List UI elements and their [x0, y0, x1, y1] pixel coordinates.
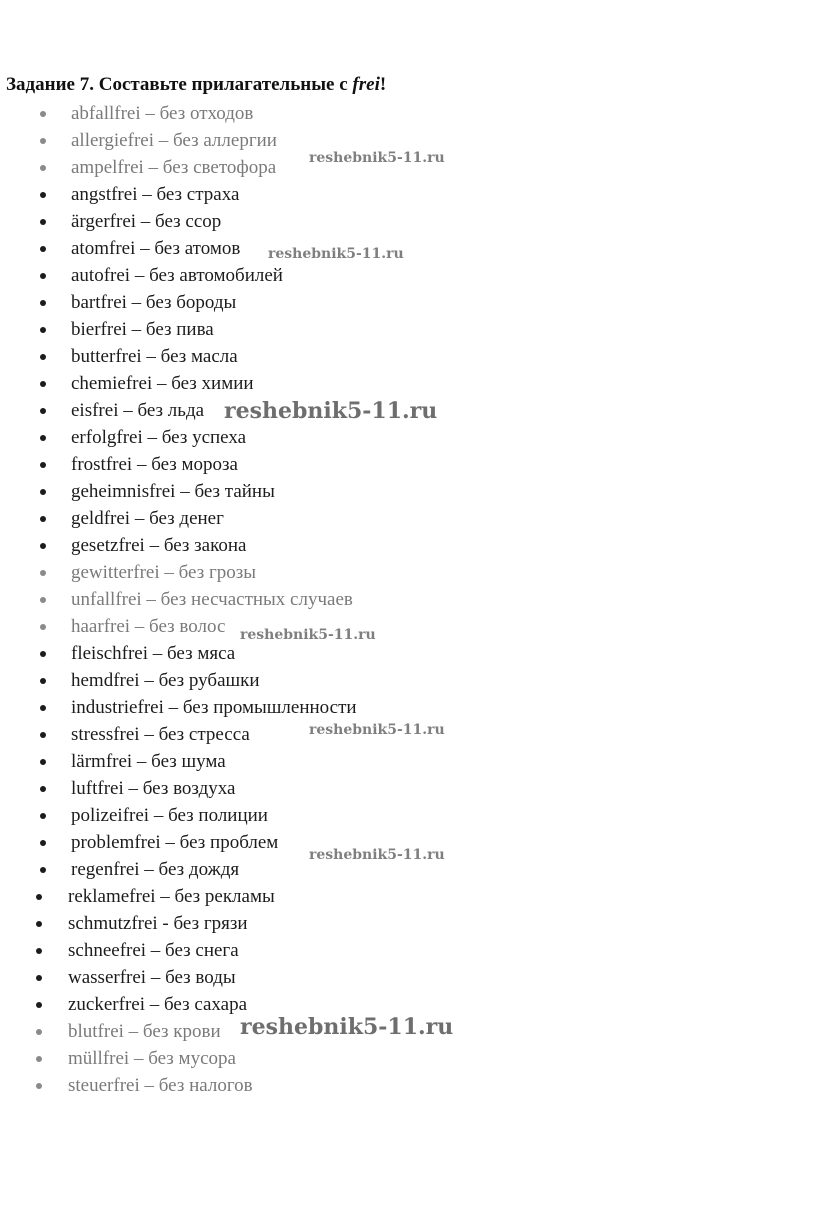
list-item-text: luftfrei – без воздуха — [71, 778, 236, 799]
watermark: reshebnik5-11.ru — [240, 1014, 454, 1040]
list-item-text: lärmfrei – без шума — [71, 751, 226, 772]
list-item-text: problemfrei – без проблем — [71, 832, 279, 853]
list-item-text: eisfrei – без льда — [71, 400, 205, 421]
bullet-icon — [40, 543, 46, 549]
watermark: reshebnik5-11.ru — [268, 246, 404, 262]
bullet-icon — [36, 1029, 42, 1035]
bullet-icon — [40, 111, 46, 117]
bullet-icon — [40, 840, 46, 846]
task-heading — [6, 74, 386, 96]
bullet-icon — [40, 354, 46, 360]
bullet-icon — [40, 705, 46, 711]
bullet-icon — [36, 1002, 42, 1008]
bullet-icon — [40, 273, 46, 279]
task-heading-prefix: Задание 7. Составьте прилагательные с — [6, 74, 353, 95]
list-item-text: butterfrei – без масла — [71, 346, 238, 367]
list-item-text: geldfrei – без денег — [71, 508, 224, 529]
list-item-text: bierfrei – без пива — [71, 319, 214, 340]
bullet-icon — [36, 948, 42, 954]
bullet-icon — [40, 165, 46, 171]
list-item-text: reklamefrei – без рекламы — [68, 886, 275, 907]
bullet-icon — [40, 624, 46, 630]
list-item-text: allergiefrei – без аллергии — [71, 130, 277, 151]
list-item-text: polizeifrei – без полиции — [71, 805, 268, 826]
list-item-text: müllfrei – без мусора — [68, 1048, 236, 1069]
bullet-icon — [40, 786, 46, 792]
bullet-icon — [36, 894, 42, 900]
list-item-text: wasserfrei – без воды — [68, 967, 236, 988]
bullet-icon — [40, 462, 46, 468]
bullet-icon — [36, 975, 42, 981]
bullet-icon — [40, 759, 46, 765]
watermark: reshebnik5-11.ru — [309, 847, 445, 863]
bullet-icon — [40, 219, 46, 225]
list-item-text: schmutzfrei - без грязи — [68, 913, 248, 934]
watermark: reshebnik5-11.ru — [309, 150, 445, 166]
bullet-icon — [40, 246, 46, 252]
bullet-icon — [36, 921, 42, 927]
bullet-icon — [40, 300, 46, 306]
bullet-icon — [36, 1083, 42, 1089]
list-item-text: haarfrei – без волос — [71, 616, 226, 637]
list-item-text: bartfrei – без бороды — [71, 292, 237, 313]
list-item-text: industriefrei – без промышленности — [71, 697, 357, 718]
list-item-text: gesetzfrei – без закона — [71, 535, 247, 556]
watermark: reshebnik5-11.ru — [240, 627, 376, 643]
bullet-icon — [40, 651, 46, 657]
bullet-icon — [40, 408, 46, 414]
bullet-icon — [40, 327, 46, 333]
list-item-text: regenfrei – без дождя — [71, 859, 240, 880]
list-item-text: geheimnisfrei – без тайны — [71, 481, 275, 502]
bullet-icon — [40, 570, 46, 576]
bullet-icon — [40, 381, 46, 387]
bullet-icon — [40, 516, 46, 522]
list-item-text: autofrei – без автомобилей — [71, 265, 283, 286]
list-item-text: steuerfrei – без налогов — [68, 1075, 253, 1096]
bullet-icon — [40, 435, 46, 441]
list-item-text: stressfrei – без стресса — [71, 724, 250, 745]
bullet-icon — [40, 597, 46, 603]
bullet-icon — [40, 192, 46, 198]
list-item-text: ampelfrei – без светофора — [71, 157, 277, 178]
list-item-text: ärgerfrei – без ссор — [71, 211, 222, 232]
bullet-icon — [40, 138, 46, 144]
bullet-icon — [40, 813, 46, 819]
list-item-text: abfallfrei – без отходов — [71, 103, 254, 124]
list-item-text: blutfrei – без крови — [68, 1021, 221, 1042]
list-item-text: frostfrei – без мороза — [71, 454, 238, 475]
list-item-text: fleischfrei – без мяса — [71, 643, 236, 664]
list-item-text: gewitterfrei – без грозы — [71, 562, 257, 583]
watermark: reshebnik5-11.ru — [309, 722, 445, 738]
bullet-icon — [40, 732, 46, 738]
bullet-icon — [36, 1056, 42, 1062]
list-item-text: atomfrei – без атомов — [71, 238, 241, 259]
list-item-text: zuckerfrei – без сахара — [68, 994, 248, 1015]
list-item-text: erfolgfrei – без успеха — [71, 427, 247, 448]
bullet-icon — [40, 489, 46, 495]
list-item-text: angstfrei – без страха — [71, 184, 240, 205]
list-item-text: chemiefrei – без химии — [71, 373, 254, 394]
watermark: reshebnik5-11.ru — [224, 398, 438, 424]
list-item-text: hemdfrei – без рубашки — [71, 670, 260, 691]
list-item-text: unfallfrei – без несчастных случаев — [71, 589, 353, 610]
bullet-icon — [40, 867, 46, 873]
bullet-icon — [40, 678, 46, 684]
list-item-text: schneefrei – без снега — [68, 940, 239, 961]
task-heading-emphasis: frei — [352, 74, 380, 95]
task-heading-suffix: ! — [379, 74, 387, 95]
